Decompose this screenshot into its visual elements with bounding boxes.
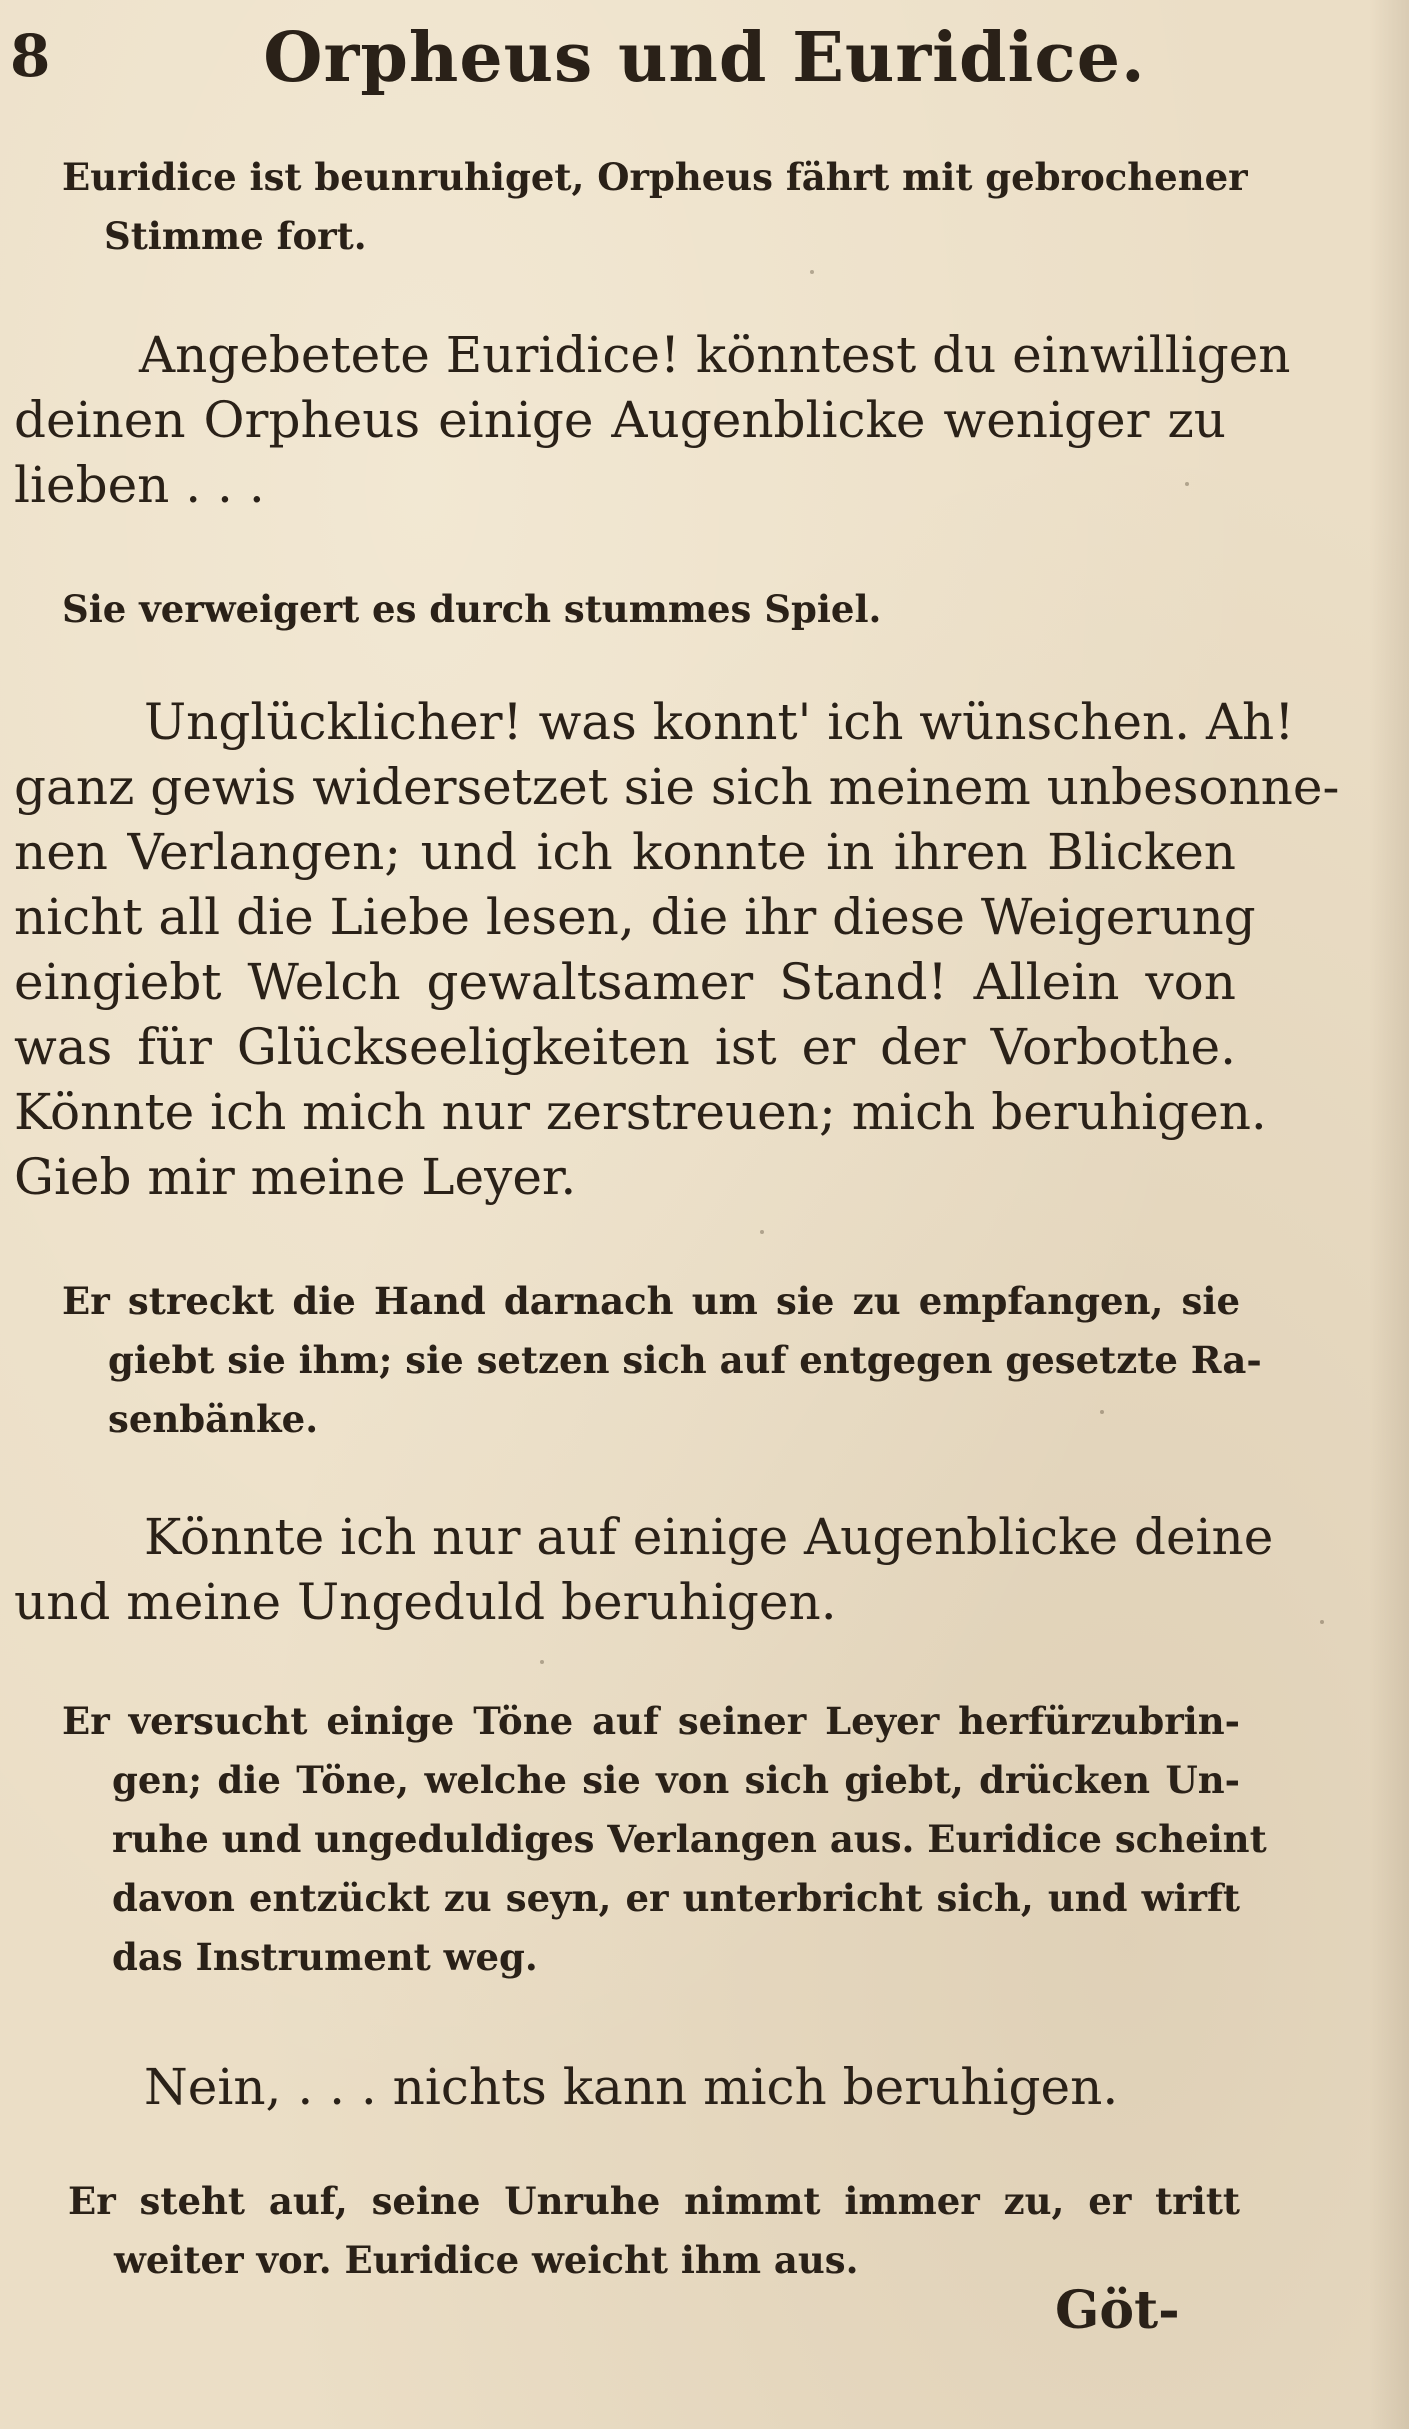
paper-speck bbox=[540, 1660, 544, 1664]
text-line: deinen Orpheus einige Augenblicke weniger zu bbox=[14, 391, 1226, 449]
text-line: Er versucht einige Töne auf seiner Leyer herfürzubrin- bbox=[62, 1699, 1240, 1743]
text-line: lieben . . . bbox=[14, 456, 265, 514]
stage-direction-3 bbox=[62, 1272, 1262, 1449]
text-line: Nein, . . . nichts kann mich beruhigen. bbox=[144, 2058, 1119, 2116]
text-line: nicht all die Liebe lesen, die ihr diese Weigerung bbox=[14, 888, 1256, 946]
text-line: Angebetete Euridice! könntest du einwilligen bbox=[139, 326, 1291, 384]
text-line: ruhe und ungeduldiges Verlangen aus. Euridice scheint bbox=[112, 1817, 1267, 1861]
text-line: Gieb mir meine Leyer. bbox=[14, 1148, 577, 1206]
text-line: Könnte ich mich nur zerstreuen; mich beruhigen. bbox=[14, 1083, 1267, 1141]
catchword: Göt- bbox=[1055, 2280, 1180, 2341]
page-edge-shadow bbox=[1369, 0, 1409, 2429]
text-line: gen; die Töne, welche sie von sich giebt, drücken Un- bbox=[112, 1758, 1240, 1802]
text-line: davon entzückt zu seyn, er unterbricht sich, und wirft bbox=[112, 1876, 1240, 1920]
text-line: ganz gewis widersetzet sie sich meinem unbesonne- bbox=[14, 758, 1340, 816]
text-line: Stimme fort. bbox=[104, 214, 367, 258]
paper-speck bbox=[1100, 1410, 1104, 1414]
text-line: Er streckt die Hand darnach um sie zu empfangen, sie bbox=[62, 1279, 1240, 1323]
text-line: nen Verlangen; und ich konnte in ihren Blicken bbox=[14, 823, 1236, 881]
speech-1 bbox=[14, 323, 1291, 518]
text-line: Könnte ich nur auf einige Augenblicke deine bbox=[144, 1508, 1274, 1566]
speech-4 bbox=[14, 2055, 1236, 2120]
page-number: 8 bbox=[10, 22, 51, 90]
text-line: senbänke. bbox=[108, 1397, 319, 1441]
running-head: Orpheus und Euridice. bbox=[263, 18, 1146, 98]
text-line: Sie verweigert es durch stummes Spiel. bbox=[62, 587, 882, 631]
paper-speck bbox=[1320, 1620, 1324, 1624]
speech-3 bbox=[14, 1505, 1274, 1635]
text-line: Er steht auf, seine Unruhe nimmt immer zu, er tritt bbox=[68, 2179, 1240, 2223]
text-line: Unglücklicher! was konnt' ich wünschen. Ah! bbox=[144, 693, 1295, 751]
text-line: das Instrument weg. bbox=[112, 1935, 538, 1979]
stage-direction-1 bbox=[62, 148, 1248, 266]
stage-direction-5 bbox=[68, 2172, 1240, 2290]
text-line: Euridice ist beunruhiget, Orpheus fährt mit gebrochener bbox=[62, 155, 1248, 199]
text-line: eingiebt Welch gewaltsamer Stand! Allein von bbox=[14, 953, 1236, 1011]
paper-speck bbox=[1185, 482, 1189, 486]
paper-speck bbox=[760, 1230, 764, 1234]
paper-speck bbox=[810, 270, 814, 274]
stage-direction-2 bbox=[62, 580, 1062, 639]
speech-2 bbox=[14, 690, 1340, 1210]
text-line: und meine Ungeduld beruhigen. bbox=[14, 1573, 837, 1631]
text-line: weiter vor. Euridice weicht ihm aus. bbox=[114, 2238, 859, 2282]
text-line: was für Glückseeligkeiten ist er der Vorbothe. bbox=[14, 1018, 1236, 1076]
stage-direction-4 bbox=[62, 1692, 1267, 1987]
text-line: giebt sie ihm; sie setzen sich auf entgegen gesetzte Ra- bbox=[108, 1338, 1262, 1382]
